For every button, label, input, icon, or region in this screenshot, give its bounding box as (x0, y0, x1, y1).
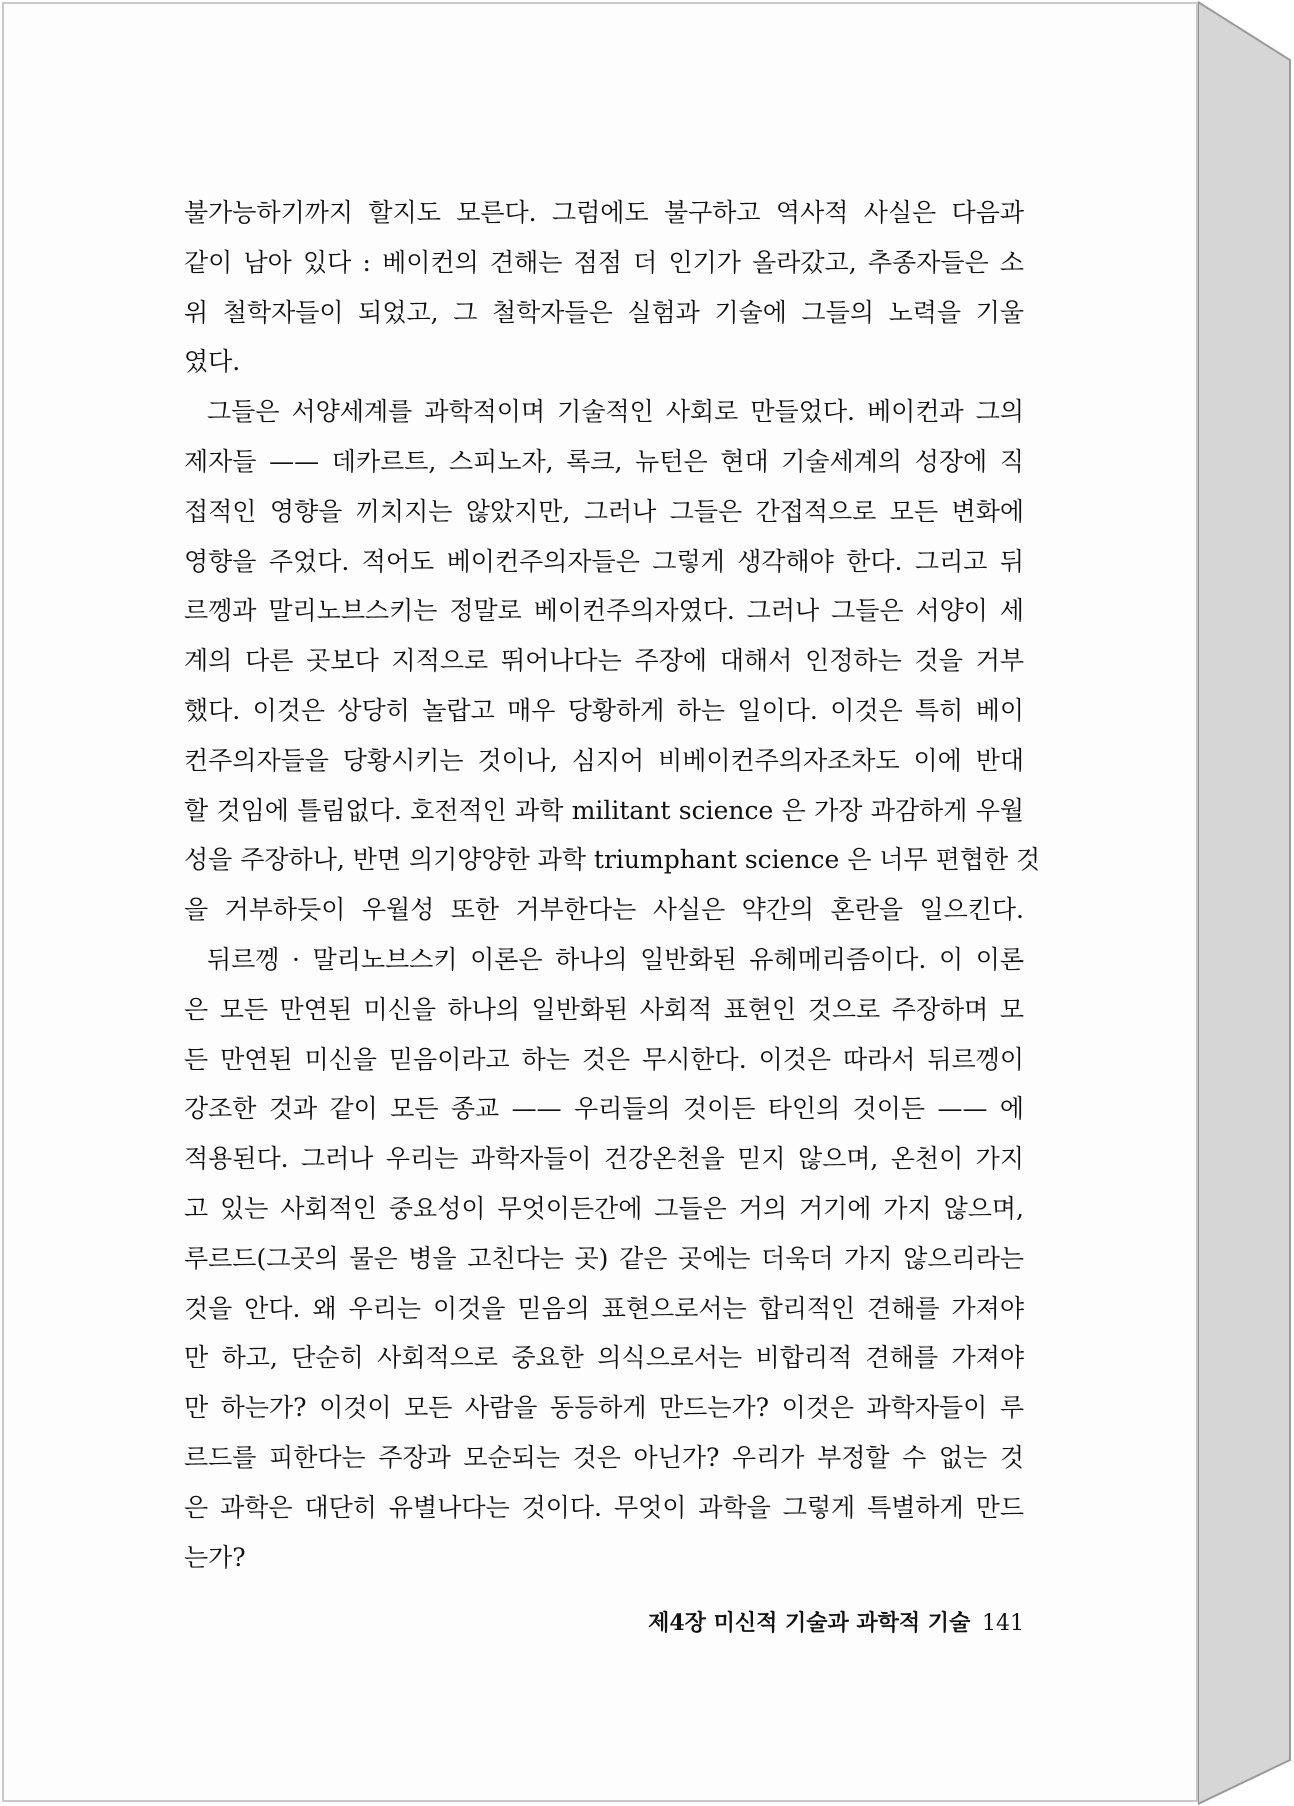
text-line: 였다. (184, 347, 241, 377)
text-line: 컨주의자들을 당황시키는 것이나, 심지어 비베이컨주의자조차도 이에 반대 (184, 745, 1024, 775)
text-line: 는가? (184, 1542, 246, 1572)
chapter-title: 제4장 미신적 기술과 과학적 기술 (648, 1610, 971, 1636)
page-number: 141 (982, 1611, 1024, 1636)
text-line: 을 거부하듯이 우월성 또한 거부한다는 사실은 약간의 혼란을 일으킨다. (184, 895, 1024, 925)
text-line: 강조한 것과 같이 모든 종교 —— 우리들의 것이든 타인의 것이든 —— 에 (184, 1094, 1024, 1124)
book-page (2, 2, 1198, 1802)
text-line: 영향을 주었다. 적어도 베이컨주의자들은 그렇게 생각해야 한다. 그리고 뒤 (184, 546, 1024, 576)
text-line: 은 모든 만연된 미신을 하나의 일반화된 사회적 표현인 것으로 주장하며 모 (184, 994, 1024, 1024)
running-footer (622, 1606, 1024, 1637)
text-line: 것을 안다. 왜 우리는 이것을 믿음의 표현으로서는 합리적인 견해를 가져야 (184, 1293, 1024, 1323)
text-line: 고 있는 사회적인 중요성이 무엇이든간에 그들은 거의 거기에 가지 않으며, (184, 1193, 1024, 1223)
body-text (184, 188, 1041, 1582)
text-line: 했다. 이것은 상당히 놀랍고 매우 당황하게 하는 일이다. 이것은 특히 베이 (184, 695, 1024, 725)
text-line: 접적인 영향을 끼치지는 않았지만, 그러나 그들은 간접적으로 모든 변화에 (184, 496, 1024, 526)
text-line: 성을 주장하나, 반면 의기양양한 과학 triumphant science 은 너무 편협한 것 (184, 845, 1041, 875)
text-line: 뒤르껭 · 말리노브스키 이론은 하나의 일반화된 유헤메리즘이다. 이 이론 (207, 944, 1024, 974)
text-line: 르드를 피한다는 주장과 모순되는 것은 아닌가? 우리가 부정할 수 없는 것 (184, 1442, 1024, 1472)
text-line: 할 것임에 틀림없다. 호전적인 과학 militant science 은 가장 과감하게 우월 (184, 795, 1024, 825)
text-line: 그들은 서양세계를 과학적이며 기술적인 사회로 만들었다. 베이컨과 그의 (207, 397, 1024, 427)
text-line: 계의 다른 곳보다 지적으로 뛰어나다는 주장에 대해서 인정하는 것을 거부 (184, 646, 1024, 676)
book-spine (1198, 0, 1292, 1806)
text-line: 제자들 —— 데카르트, 스피노자, 록크, 뉴턴은 현대 기술세계의 성장에 직 (184, 446, 1024, 476)
text-line: 위 철학자들이 되었고, 그 철학자들은 실험과 기술에 그들의 노력을 기울 (184, 297, 1024, 327)
text-line: 르껭과 말리노브스키는 정말로 베이컨주의자였다. 그러나 그들은 서양이 세 (184, 596, 1024, 626)
text-line: 만 하고, 단순히 사회적으로 중요한 의식으로서는 비합리적 견해를 가져야 (184, 1343, 1024, 1373)
text-line: 루르드(그곳의 물은 병을 고친다는 곳) 같은 곳에는 더욱더 가지 않으리라는 (184, 1243, 1024, 1273)
text-line: 같이 남아 있다 : 베이컨의 견해는 점점 더 인기가 올라갔고, 추종자들은 소 (184, 247, 1024, 277)
text-line: 든 만연된 미신을 믿음이라고 하는 것은 무시한다. 이것은 따라서 뒤르껭이 (184, 1044, 1024, 1074)
text-line: 불가능하기까지 할지도 모른다. 그럼에도 불구하고 역사적 사실은 다음과 (184, 198, 1024, 227)
text-line: 적용된다. 그러나 우리는 과학자들이 건강온천을 믿지 않으며, 온천이 가지 (184, 1144, 1024, 1174)
text-line: 만 하는가? 이것이 모든 사람을 동등하게 만드는가? 이것은 과학자들이 루 (184, 1393, 1024, 1423)
text-line: 은 과학은 대단히 유별나다는 것이다. 무엇이 과학을 그렇게 특별하게 만드 (184, 1492, 1024, 1522)
